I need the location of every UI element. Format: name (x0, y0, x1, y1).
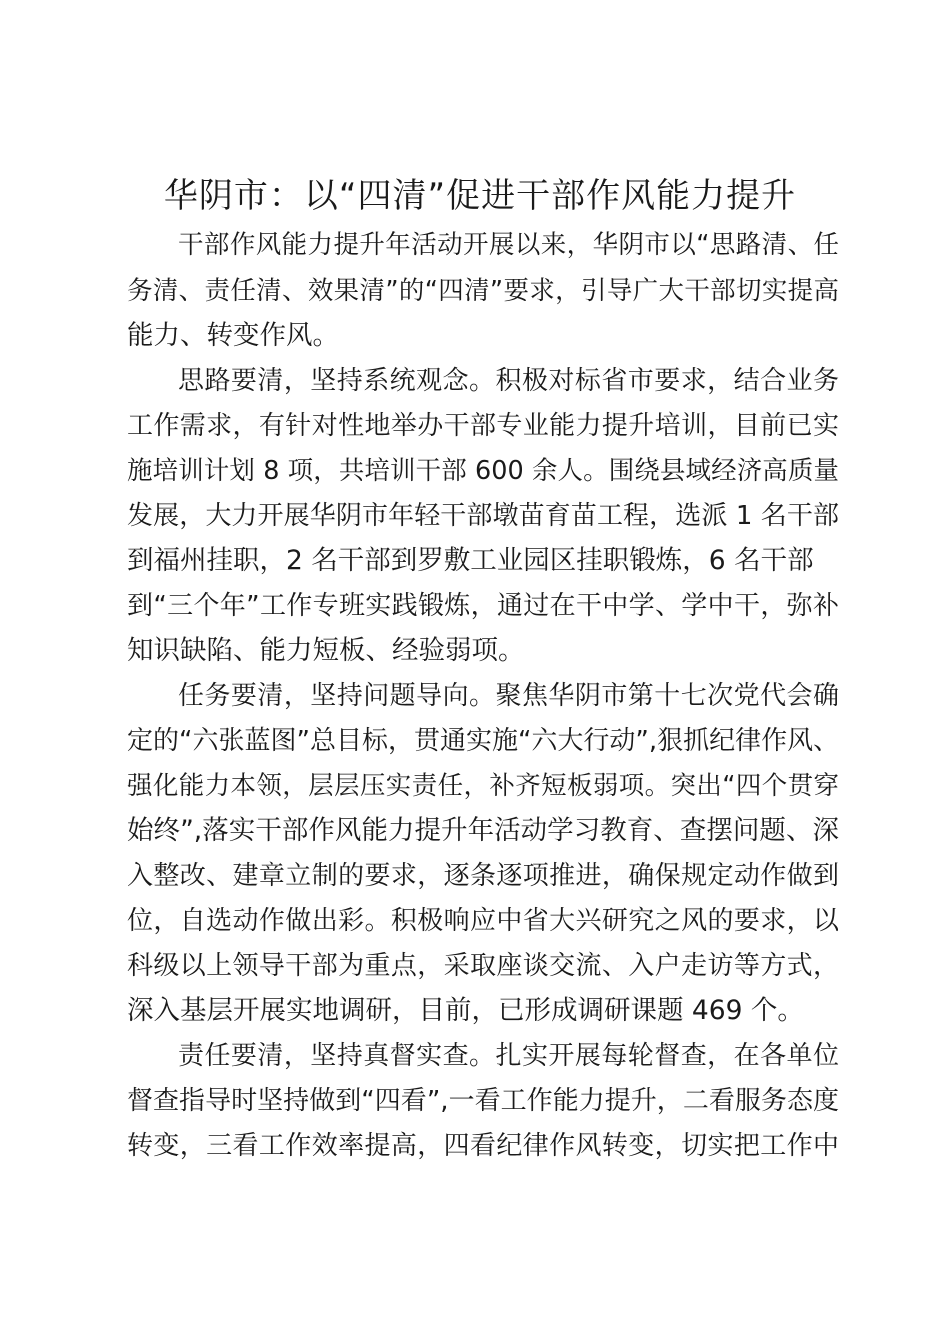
paragraph-3-line-3: 强化能力本领，层层压实责任，补齐短板弱项。突出“四个贯穿 (127, 771, 839, 801)
paragraph-3-line-5: 入整改、建章立制的要求，逐条逐项推进，确保规定动作做到 (127, 861, 839, 891)
paragraph-3-line-1: 任务要清，坚持问题导向。聚焦华阴市第十七次党代会确 (178, 681, 839, 711)
paragraph-3-line-2: 定的“六张蓝图”总目标，贯通实施“六大行动”,狠抓纪律作风、 (127, 726, 840, 756)
paragraph-2-line-2: 工作需求，有针对性地举办干部专业能力提升培训，目前已实 (127, 411, 839, 441)
paragraph-2-line-6: 到“三个年”工作专班实践锻炼，通过在干中学、学中干，弥补 (127, 591, 839, 621)
paragraph-3-line-4: 始终”,落实干部作风能力提升年活动学习教育、查摆问题、深 (127, 815, 839, 846)
paragraph-3-line-7: 科级以上领导干部为重点，采取座谈交流、入户走访等方式， (127, 951, 839, 981)
paragraph-1-line-2: 务清、责任清、效果清”的“四清”要求，引导广大干部切实提高 (127, 276, 839, 306)
paragraph-1-line-3: 能力、转变作风。 (127, 320, 339, 351)
document-title: 华阴市：以“四清”促进干部作风能力提升 (163, 176, 797, 216)
paragraph-3-line-8: 深入基层开展实地调研，目前，已形成调研课题 469 个。 (127, 995, 804, 1026)
paragraph-2-line-4: 发展，大力开展华阴市年轻干部墩苗育苗工程，选派 1 名干部 (127, 501, 839, 531)
paragraph-2-line-5: 到福州挂职，2 名干部到罗敷工业园区挂职锻炼，6 名干部 (127, 545, 814, 576)
paragraph-2-line-3: 施培训计划 8 项，共培训干部 600 余人。围绕县域经济高质量 (127, 456, 839, 486)
paragraph-4-line-2: 督查指导时坚持做到“四看”,一看工作能力提升，二看服务态度 (127, 1086, 839, 1116)
paragraph-1-line-1: 干部作风能力提升年活动开展以来，华阴市以“思路清、任 (178, 230, 839, 260)
paragraph-2-line-7: 知识缺陷、能力短板、经验弱项。 (127, 635, 525, 666)
paragraph-4-line-3: 转变，三看工作效率提高，四看纪律作风转变，切实把工作中 (127, 1131, 839, 1161)
paragraph-3-line-6: 位，自选动作做出彩。积极响应中省大兴研究之风的要求，以 (127, 906, 839, 936)
paragraph-2-line-1: 思路要清，坚持系统观念。积极对标省市要求，结合业务 (178, 366, 839, 396)
paragraph-4-line-1: 责任要清，坚持真督实查。扎实开展每轮督查，在各单位 (178, 1041, 839, 1071)
